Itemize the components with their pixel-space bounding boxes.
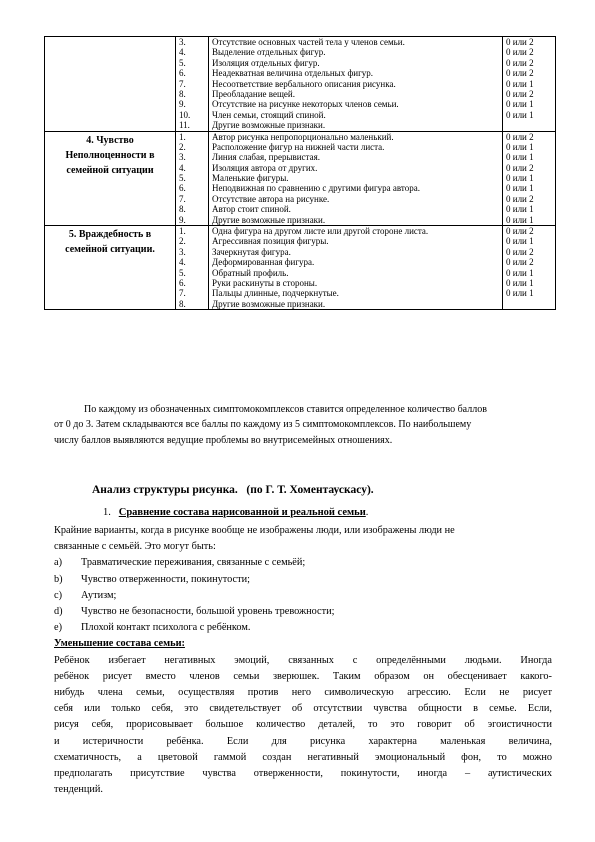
item-score-cell: [503, 131, 556, 226]
item-text: Руки раскинуты в стороны.: [212, 277, 318, 288]
item-text: Член семьи, стоящий спиной.: [212, 109, 326, 120]
body-line: себя или только себя, это свидетельствует об отсутствии чувства общности в семье. Если,: [54, 703, 552, 715]
item-number: 7.: [179, 78, 186, 89]
item-score: 0 или 1: [506, 78, 534, 89]
list-item: [54, 572, 552, 588]
list-marker: c): [54, 589, 62, 601]
item-number: 8.: [179, 204, 186, 215]
item-text: Изоляция отдельных фигур.: [212, 57, 320, 68]
item-number: 3.: [179, 246, 186, 257]
body-line: ребёнок рисует вместо членов семьи зверюшек. Таким образом он обесценивает какого-: [54, 670, 552, 682]
item-score: [506, 299, 552, 309]
item-score: 0 или 1: [506, 236, 534, 247]
list-marker: e): [54, 622, 62, 634]
item-text: Отсутствие автора на рисунке.: [212, 193, 330, 204]
item-score: [506, 120, 552, 130]
section-title: Уменьшение состава семьи:: [54, 638, 185, 650]
item-text-cell: [209, 226, 503, 310]
item-score-cell: [503, 37, 556, 132]
item-score: 0 или 2: [506, 257, 534, 268]
intro-paragraph: [54, 402, 544, 448]
list-item-text: Аутизм;: [81, 589, 117, 601]
table-row: [45, 131, 556, 226]
item-number: 2.: [179, 236, 186, 247]
list-item-text: Травматические переживания, связанные с семьёй;: [81, 557, 306, 569]
item-text: Неподвижная по сравнению с другими фигура автора.: [212, 183, 420, 194]
item-score: 0 или 2: [506, 57, 534, 68]
item-number: 5.: [179, 173, 186, 184]
item-score: 0 или 1: [506, 204, 534, 215]
item-score: 0 или 2: [506, 193, 534, 204]
item-number: 9.: [179, 99, 186, 110]
list-item: [54, 620, 552, 636]
table-row: [45, 226, 556, 310]
symptom-table: [44, 36, 556, 310]
list-item-text: Чувство отверженности, покинутости;: [81, 573, 251, 585]
item-score: 0 или 2: [506, 246, 534, 257]
item-text-cell: [209, 131, 503, 226]
item-text: Линия слабая, прерывистая.: [212, 152, 320, 163]
intro-line: числу баллов выявляются ведущие проблемы во внутрисемейных отношениях.: [54, 434, 393, 446]
item-score: 0 или 1: [506, 99, 534, 110]
item-number: 4.: [179, 47, 186, 58]
list-item-text: Плохой контакт психолога с ребёнком.: [81, 622, 251, 634]
item-text: Автор рисунка непропорционально маленький.: [212, 131, 394, 142]
item-text-cell: [209, 37, 503, 132]
item-number: 6.: [179, 68, 186, 79]
item-score: 0 или 2: [506, 162, 534, 173]
item-score: 0 или 2: [506, 131, 534, 142]
item-number: 8.: [179, 298, 186, 309]
item-text: Зачеркнутая фигура.: [212, 246, 291, 257]
body-line: схематичность, а цветовой гаммой создан негативный эмоциональный фон, то можно: [54, 751, 552, 763]
item-text: Отсутствие на рисунке некоторых членов семьи.: [212, 99, 399, 110]
item-score: 0 или 2: [506, 37, 534, 47]
item-score: 0 или 1: [506, 141, 534, 152]
item-text: Деформированная фигура.: [212, 257, 315, 268]
item-text: Отсутствие основных частей тела у членов семьи.: [212, 37, 405, 47]
subheading-text: Сравнение состава нарисованной и реальной семьи: [118, 507, 366, 518]
item-number: 1.: [179, 226, 186, 237]
item-score: 0 или 1: [506, 152, 534, 163]
intro-line: от 0 до 3. Затем складываются все баллы по каждому из 5 симптомокомплексов. По наибольшему: [54, 419, 472, 431]
list-marker: a): [54, 557, 62, 569]
body-line: тенденций.: [54, 784, 104, 796]
item-text: Автор стоит спиной.: [212, 204, 291, 215]
item-number-cell: [176, 37, 209, 132]
list-item-text: Чувство не безопасности, большой уровень тревожности;: [81, 606, 335, 618]
item-score: 0 или 1: [506, 277, 534, 288]
item-score: 0 или 1: [506, 173, 534, 184]
table-row: [45, 37, 556, 132]
body-line: Ребёнок избегает негативных эмоций, связанных с определёнными людьми. Иногда: [54, 654, 552, 666]
item-text: Неадекватная величина отдельных фигур.: [212, 68, 374, 79]
item-text: Преобладание вещей.: [212, 88, 295, 99]
category-cell: 4. Чувство Неполноценности в семейной ситуации: [45, 131, 176, 226]
item-text: Расположение фигур на нижней части листа.: [212, 141, 385, 152]
intro-line: По каждому из обозначенных симптомокомплексов ставится определенное количество баллов: [84, 404, 487, 415]
item-score: 0 или 2: [506, 47, 534, 58]
item-text: Одна фигура на другом листе или другой стороне листа.: [212, 226, 429, 237]
item-score-cell: [503, 226, 556, 310]
item-number: 4.: [179, 257, 186, 268]
item-text: Выделение отдельных фигур.: [212, 47, 326, 58]
item-score: 0 или 1: [506, 214, 534, 225]
item-score: 0 или 1: [506, 288, 534, 299]
item-number-cell: [176, 226, 209, 310]
item-number: 9.: [179, 214, 186, 225]
list-marker: d): [54, 606, 63, 618]
body-line: Крайние варианты, когда в рисунке вообще не изображены люди, или изображены люди не: [54, 525, 455, 536]
item-score: 0 или 2: [506, 88, 534, 99]
item-score: 0 или 2: [506, 226, 534, 237]
item-text: Маленькие фигуры.: [212, 173, 289, 184]
item-number: 3.: [179, 152, 186, 163]
item-text: Изоляция автора от других.: [212, 162, 318, 173]
section-heading: Анализ структуры рисунка. (по Г. Т. Хоментаускасу).: [92, 484, 374, 496]
item-text: Несоответствие вербального описания рисунка.: [212, 78, 396, 89]
item-score: 0 или 2: [506, 68, 534, 79]
body-line: нибудь члена семьи, осуществляя против него символическую агрессию. Если не рисует: [54, 687, 552, 699]
item-number: 7.: [179, 193, 186, 204]
item-text: Пальцы длинные, подчеркнутые.: [212, 288, 339, 299]
body-line: рисуя себя, прорисовывает большое количество деталей, то это говорит об эгоистичности: [54, 719, 552, 731]
item-text: Другие возможные признаки.: [212, 214, 326, 225]
subheading-number: 1.: [103, 507, 111, 518]
item-score: 0 или 1: [506, 109, 534, 120]
item-number: 2.: [179, 141, 186, 152]
list-item: [54, 555, 552, 571]
item-number: 5.: [179, 267, 186, 278]
body-line: предполагать присутствие чувства отверженности, покинутости, иногда – аутистических: [54, 768, 552, 780]
item-number: 1.: [179, 131, 186, 142]
item-number: 10.: [179, 109, 191, 120]
item-number: 6.: [179, 183, 186, 194]
subheading: 1. Сравнение состава нарисованной и реальной семьи.: [103, 507, 369, 518]
item-number-cell: [176, 131, 209, 226]
item-text: Агрессивная позиция фигуры.: [212, 236, 329, 247]
list-item: [54, 604, 552, 620]
item-number: 7.: [179, 288, 186, 299]
item-score: 0 или 1: [506, 267, 534, 278]
item-number: 3.: [179, 37, 186, 47]
list-item: [54, 588, 552, 604]
item-text: Обратный профиль.: [212, 267, 289, 278]
item-number: 6.: [179, 277, 186, 288]
item-score: 0 или 1: [506, 183, 534, 194]
list-marker: b): [54, 573, 63, 585]
item-number: 8.: [179, 88, 186, 99]
item-number: 11.: [179, 120, 190, 131]
body-line: и истеричности ребёнка. Если для рисунка характерна маленькая величина,: [54, 735, 552, 747]
category-cell: 5. Враждебность в семейной ситуации.: [45, 226, 176, 310]
body-line: связанные с семьёй. Это могут быть:: [54, 541, 216, 553]
category-cell: [45, 37, 176, 132]
item-text: Другие возможные признаки.: [212, 298, 326, 309]
body-text: [54, 523, 552, 798]
item-number: 5.: [179, 57, 186, 68]
item-number: 4.: [179, 162, 186, 173]
item-text: Другие возможные признаки.: [212, 120, 326, 131]
